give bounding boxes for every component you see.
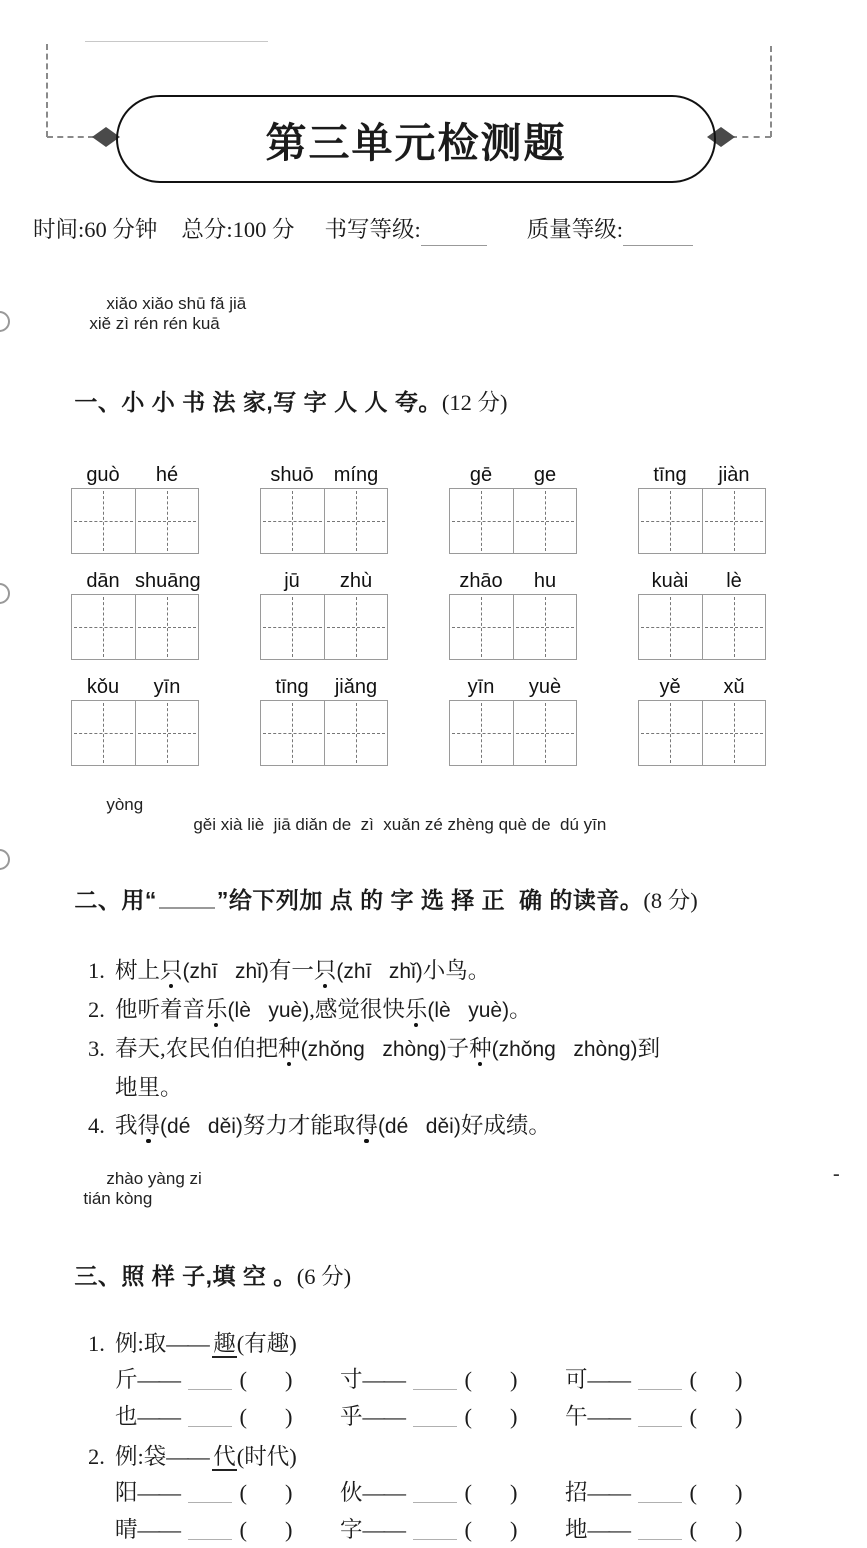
writing-cell[interactable] (639, 701, 702, 765)
writing-grid-group (71, 675, 199, 766)
section1-heading (33, 357, 829, 448)
item-text: 小鸟。 (423, 958, 491, 983)
pinyin-text: xiě zì rén rén kuā (89, 314, 219, 333)
pinyin-text: xiǎo xiǎo shū fǎ jiā (106, 294, 246, 313)
pinyin-choice: (zhī zhǐ) (183, 960, 269, 983)
writing-grid-box (71, 594, 199, 660)
pinyin-label: kuài (638, 569, 702, 593)
source-char: 招 (565, 1480, 588, 1505)
pinyin-labels (260, 569, 388, 593)
pinyin-label: míng (324, 463, 388, 487)
section-score: (6 分) (297, 1264, 351, 1289)
pinyin-label: kǒu (71, 675, 135, 699)
pinyin-choice: (lè yuè) (228, 999, 310, 1022)
writing-grid-box (449, 594, 577, 660)
writing-grid-group (260, 675, 388, 766)
paren-open: ( (240, 1480, 248, 1505)
long-dash: —— (588, 1404, 630, 1429)
pinyin-label: gē (449, 463, 513, 487)
pinyin-label: yīn (135, 675, 199, 699)
fill-item (565, 1475, 790, 1512)
writing-grid-box (449, 700, 577, 766)
pinyin-label: shuāng (135, 569, 199, 593)
answer-blank[interactable] (638, 1539, 682, 1540)
paren-close: ) (510, 1517, 518, 1542)
writing-grid-box (638, 700, 766, 766)
item-number: 2. (88, 1439, 105, 1475)
paren-close: ) (510, 1404, 518, 1429)
fill-item (115, 1475, 340, 1512)
heading-text: 二、用 (74, 887, 145, 913)
long-dash: —— (138, 1517, 180, 1542)
paren-open: ( (465, 1367, 473, 1392)
pinyin-choice: (zhǒng zhòng) (301, 1038, 447, 1061)
pinyin-choice: (zhǒng zhòng) (492, 1038, 638, 1061)
source-char: 字 (340, 1517, 363, 1542)
total-score-label: 总分:100 分 (181, 212, 294, 244)
example-note: (有趣) (237, 1331, 297, 1356)
writing-cell[interactable] (450, 489, 513, 553)
source-char: 可 (565, 1367, 588, 1392)
item-text: 好成绩。 (461, 1113, 551, 1138)
item-number: 4. (88, 1107, 105, 1145)
writing-grid-group (638, 675, 766, 766)
long-dash: —— (138, 1404, 180, 1429)
pinyin-choice: (dé děi) (378, 1115, 461, 1138)
writing-cell[interactable] (702, 489, 766, 553)
pinyin-label: jiàn (702, 463, 766, 487)
pinyin-label: tīng (260, 675, 324, 699)
item-text: 。 (509, 997, 532, 1022)
item-text: 他听着音 (115, 997, 205, 1022)
fill-item (565, 1362, 790, 1399)
item-text: ,感觉很快 (309, 997, 405, 1022)
question-item (33, 1107, 829, 1146)
pinyin-labels (638, 675, 766, 699)
paren-open: ( (690, 1367, 698, 1392)
heading-text: 给下列加 点 的 字 选 择 正 确 的读音。 (229, 887, 644, 913)
dotted-char: 种 (469, 1036, 492, 1061)
writing-cell[interactable] (639, 595, 702, 659)
item-text: 春天,农民伯伯把 (115, 1036, 278, 1061)
writing-cell[interactable] (513, 595, 577, 659)
answer-blank[interactable] (413, 1539, 457, 1540)
writing-grade-blank[interactable] (421, 245, 487, 246)
s2-items (33, 952, 829, 1146)
fill-row (33, 1475, 829, 1512)
paren-close: ) (735, 1404, 743, 1429)
writing-grid-box (71, 700, 199, 766)
pinyin-labels (71, 463, 199, 487)
paren-open: ( (465, 1517, 473, 1542)
paren-close: ) (285, 1480, 293, 1505)
answer-blank[interactable] (188, 1389, 232, 1390)
writing-cell[interactable] (135, 595, 199, 659)
writing-grid-box (260, 488, 388, 554)
writing-cell[interactable] (72, 701, 135, 765)
section-score: (8 分) (643, 888, 697, 913)
pinyin-label: hu (513, 569, 577, 593)
writing-grid-group (638, 463, 766, 554)
writing-grid-group (71, 569, 199, 660)
fill-item (565, 1399, 790, 1436)
paren-open: ( (690, 1480, 698, 1505)
paren-open: ( (240, 1404, 248, 1429)
fill-item (565, 1512, 790, 1548)
writing-grid-box (71, 488, 199, 554)
writing-cell[interactable] (324, 489, 388, 553)
paren-close: ) (510, 1480, 518, 1505)
writing-grid-area (33, 463, 829, 766)
pinyin-labels (449, 569, 577, 593)
writing-grade-label: 书写等级: (325, 212, 421, 244)
quote-mark: ” (217, 887, 229, 913)
writing-cell[interactable] (702, 595, 766, 659)
pinyin-text: yòng (106, 795, 143, 814)
paren-close: ) (510, 1367, 518, 1392)
answer-blank[interactable] (188, 1426, 232, 1427)
fill-item (340, 1512, 565, 1548)
writing-cell[interactable] (261, 595, 324, 659)
writing-cell[interactable] (135, 489, 199, 553)
item-text: 地里。 (115, 1069, 829, 1107)
pinyin-labels (71, 675, 199, 699)
writing-cell[interactable] (450, 595, 513, 659)
pinyin-choice: (lè yuè) (427, 999, 509, 1022)
pinyin-label: lè (702, 569, 766, 593)
source-char: 寸 (340, 1367, 363, 1392)
item-text: 树上 (115, 958, 160, 983)
source-char: 晴 (115, 1517, 138, 1542)
section-score: (12 分) (442, 390, 508, 415)
pinyin-label: dān (71, 569, 135, 593)
pinyin-choice: (dé děi) (160, 1115, 243, 1138)
writing-grid-row (71, 463, 829, 554)
paren-close: ) (285, 1517, 293, 1542)
pinyin-choice: (zhī zhǐ) (336, 960, 422, 983)
fill-item (340, 1399, 565, 1436)
heading-text: 三、照 样 子,填 空 。 (74, 1263, 296, 1289)
paren-open: ( (465, 1480, 473, 1505)
answer-blank[interactable] (188, 1539, 232, 1540)
pinyin-label: yīn (449, 675, 513, 699)
pinyin-label: zhù (324, 569, 388, 593)
writing-grid-box (638, 488, 766, 554)
dotted-char: 乐 (205, 997, 228, 1022)
answer-blank[interactable] (413, 1502, 457, 1503)
page-title: 第三单元检测题 (266, 110, 567, 169)
long-dash: —— (166, 1331, 208, 1356)
answer-blank[interactable] (638, 1502, 682, 1503)
example-answer: 代 (212, 1444, 237, 1471)
writing-grid-row (71, 569, 829, 660)
writing-cell[interactable] (135, 701, 199, 765)
long-dash: —— (363, 1480, 405, 1505)
pinyin-label: yuè (513, 675, 577, 699)
pinyin-labels (71, 569, 199, 593)
fill-item (115, 1512, 340, 1548)
answer-blank[interactable] (413, 1426, 457, 1427)
pinyin-label: jū (260, 569, 324, 593)
writing-grid-group (449, 463, 577, 554)
answer-blank[interactable] (413, 1389, 457, 1390)
dotted-char: 得 (138, 1113, 161, 1138)
pinyin-label: zhāo (449, 569, 513, 593)
question-item (33, 1030, 829, 1107)
fill-item (115, 1399, 340, 1436)
item-text: 有一 (269, 958, 314, 983)
pinyin-labels (260, 675, 388, 699)
item-number: 1. (88, 952, 105, 990)
section3-pinyin (33, 1149, 829, 1229)
dotted-char: 种 (278, 1036, 301, 1061)
pinyin-label: yě (638, 675, 702, 699)
writing-grid-group (260, 569, 388, 660)
source-char: 伙 (340, 1480, 363, 1505)
dotted-char: 只 (160, 958, 183, 983)
fill-item (340, 1475, 565, 1512)
long-dash: —— (138, 1480, 180, 1505)
example-note: (时代) (237, 1444, 297, 1469)
pinyin-label: hé (135, 463, 199, 487)
source-char: 斤 (115, 1367, 138, 1392)
writing-cell[interactable] (513, 489, 577, 553)
section2-heading (33, 855, 829, 946)
long-dash: —— (363, 1367, 405, 1392)
answer-blank[interactable] (188, 1502, 232, 1503)
pinyin-label: xǔ (702, 675, 766, 699)
answer-blank[interactable] (159, 907, 215, 909)
paren-close: ) (735, 1517, 743, 1542)
pinyin-text: tián kòng (83, 1189, 152, 1208)
fill-item (115, 1362, 340, 1399)
writing-cell[interactable] (72, 489, 135, 553)
writing-grid-group (260, 463, 388, 554)
s3-items (33, 1326, 829, 1548)
writing-grid-row (71, 675, 829, 766)
example-prefix: 例:取 (115, 1331, 166, 1356)
writing-cell[interactable] (72, 595, 135, 659)
writing-grid-group (449, 675, 577, 766)
writing-cell[interactable] (261, 489, 324, 553)
pinyin-label: shuō (260, 463, 324, 487)
pinyin-labels (449, 675, 577, 699)
section2-pinyin (33, 775, 829, 855)
writing-grid-group (449, 569, 577, 660)
fill-item (340, 1362, 565, 1399)
writing-cell[interactable] (261, 701, 324, 765)
writing-cell[interactable] (324, 701, 388, 765)
quote-mark: “ (145, 887, 157, 913)
pinyin-labels (260, 463, 388, 487)
paren-open: ( (240, 1367, 248, 1392)
item-number: 3. (88, 1030, 105, 1068)
page-footer-dash: - (833, 1163, 840, 1186)
paren-close: ) (735, 1367, 743, 1392)
item-text: 子 (447, 1036, 470, 1061)
item-text: 到 (638, 1036, 661, 1061)
paren-close: ) (735, 1480, 743, 1505)
item-text: 努力才能取 (243, 1113, 356, 1138)
pinyin-text: gěi xià liè jiā diǎn de zì xuǎn zé zhèng què de dú yīn (193, 815, 606, 834)
quality-grade-blank[interactable] (623, 245, 693, 246)
pinyin-labels (449, 463, 577, 487)
answer-blank[interactable] (638, 1389, 682, 1390)
writing-grid-box (260, 594, 388, 660)
meta-row (33, 212, 829, 244)
fill-row (33, 1362, 829, 1399)
long-dash: —— (363, 1517, 405, 1542)
writing-grid-group (638, 569, 766, 660)
long-dash: —— (588, 1367, 630, 1392)
source-char: 也 (115, 1404, 138, 1429)
paren-open: ( (465, 1404, 473, 1429)
pinyin-label: guò (71, 463, 135, 487)
example-line (33, 1326, 829, 1362)
example-line (33, 1439, 829, 1475)
writing-grid-box (260, 700, 388, 766)
paren-close: ) (285, 1367, 293, 1392)
pinyin-label: ge (513, 463, 577, 487)
paren-open: ( (690, 1404, 698, 1429)
long-dash: —— (166, 1444, 208, 1469)
item-number: 2. (88, 991, 105, 1029)
dotted-char: 乐 (405, 997, 428, 1022)
pinyin-labels (638, 569, 766, 593)
pinyin-label: tīng (638, 463, 702, 487)
paren-open: ( (240, 1517, 248, 1542)
source-char: 乎 (340, 1404, 363, 1429)
long-dash: —— (363, 1404, 405, 1429)
pinyin-labels (638, 463, 766, 487)
example-answer: 趣 (212, 1331, 237, 1358)
writing-cell[interactable] (450, 701, 513, 765)
writing-cell[interactable] (702, 701, 766, 765)
item-text: 我 (115, 1113, 138, 1138)
fill-row (33, 1399, 829, 1436)
source-char: 地 (565, 1517, 588, 1542)
writing-grid-group (71, 463, 199, 554)
pinyin-label: jiǎng (324, 675, 388, 699)
source-char: 午 (565, 1404, 588, 1429)
paren-close: ) (285, 1404, 293, 1429)
dotted-char: 只 (314, 958, 337, 983)
fill-row (33, 1512, 829, 1548)
writing-cell[interactable] (513, 701, 577, 765)
pinyin-text: zhào yàng zi (106, 1169, 201, 1188)
heading-text: 一、小 小 书 法 家,写 字 人 人 夸。 (74, 389, 442, 415)
long-dash: —— (138, 1367, 180, 1392)
question-item (33, 952, 829, 991)
example-prefix: 例:袋 (115, 1444, 166, 1469)
writing-cell[interactable] (639, 489, 702, 553)
question-item (33, 991, 829, 1030)
long-dash: —— (588, 1517, 630, 1542)
answer-blank[interactable] (638, 1426, 682, 1427)
writing-cell[interactable] (324, 595, 388, 659)
writing-grid-box (638, 594, 766, 660)
source-char: 阳 (115, 1480, 138, 1505)
item-number: 1. (88, 1326, 105, 1362)
writing-grid-box (449, 488, 577, 554)
long-dash: —— (588, 1480, 630, 1505)
quality-grade-label: 质量等级: (527, 212, 623, 244)
time-label: 时间:60 分钟 (33, 212, 157, 244)
section1-pinyin (33, 274, 829, 354)
paren-open: ( (690, 1517, 698, 1542)
dotted-char: 得 (355, 1113, 378, 1138)
section3-heading (33, 1231, 829, 1322)
